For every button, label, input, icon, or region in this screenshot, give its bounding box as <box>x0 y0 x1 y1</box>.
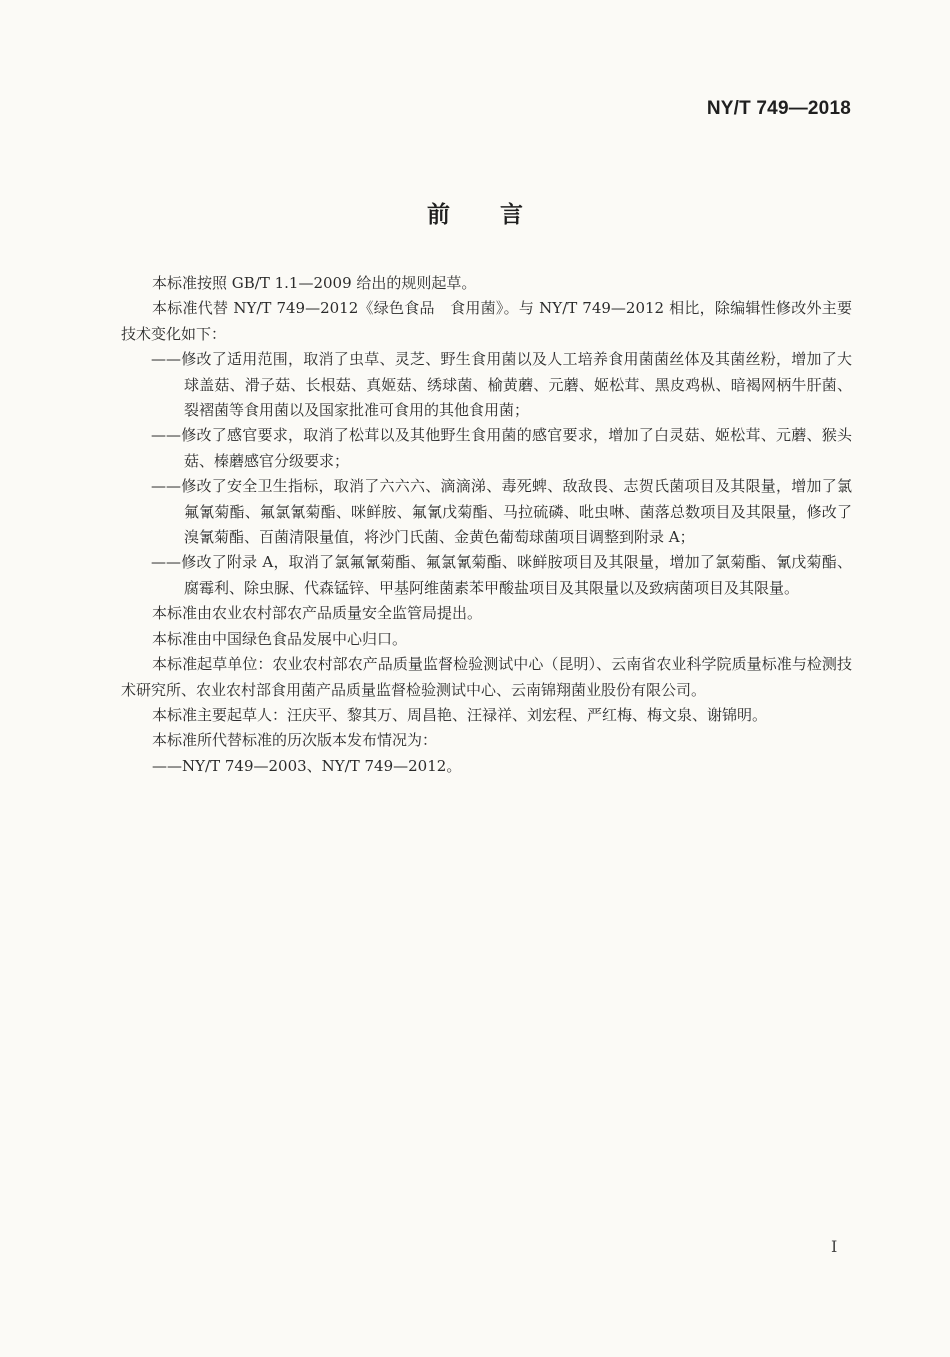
paragraph-replacement: 本标准代替 NY/T 749—2012《绿色食品 食用菌》。与 NY/T 749—2012 相比，除编辑性修改外主要技术变化如下： <box>121 299 852 343</box>
dash-mark: —— <box>151 553 181 572</box>
title-char-2: 言 <box>500 202 523 228</box>
list-item-text: 修改了安全卫生指标，取消了六六六、滴滴涕、毒死蜱、敌敌畏、志贺氏菌项目及其限量，增加了氯氟氰菊酯、氟氯氰菊酯、咪鲜胺、氟氰戊菊酯、马拉硫磷、吡虫啉、菌落总数项目及其限量，修改了溴氰菊酯、百菌清限量值，将沙门氏菌、金黄色葡萄球菌项目调整到附录 A； <box>181 477 852 547</box>
paragraph-proposer: 本标准由农业农村部农产品质量安全监管局提出。 <box>152 604 483 623</box>
list-item <box>121 474 852 550</box>
title-char-1: 前 <box>427 202 450 228</box>
history-item <box>121 754 852 779</box>
dash-mark: —— <box>152 756 182 775</box>
list-item <box>121 347 852 423</box>
page-number: I <box>831 1237 838 1256</box>
foreword-body <box>121 271 852 779</box>
page-title <box>0 196 950 229</box>
list-item <box>121 423 852 474</box>
paragraph-history-intro: 本标准所代替标准的历次版本发布情况为： <box>152 731 438 750</box>
paragraph-drafters: 本标准主要起草人：汪庆平、黎其万、周昌艳、汪禄祥、刘宏程、严红梅、梅文泉、谢锦明。 <box>152 705 768 724</box>
history-text: NY/T 749—2003、NY/T 749—2012。 <box>182 756 462 775</box>
list-item-text: 修改了附录 A，取消了氯氟氰菊酯、氟氯氰菊酯、咪鲜胺项目及其限量，增加了氯菊酯、氰戊菊酯、腐霉利、除虫脲、代森锰锌、甲基阿维菌素苯甲酸盐项目及其限量以及致病菌项目及其限量。 <box>181 553 852 597</box>
dash-mark: —— <box>151 477 181 496</box>
list-item <box>121 550 852 601</box>
paragraph-drafting-units: 本标准起草单位：农业农村部农产品质量监督检验测试中心（昆明）、云南省农业科学院质量标准与检测技术研究所、农业农村部食用菌产品质量监督检验测试中心、云南锦翔菌业股份有限公司。 <box>121 655 852 699</box>
list-item-text: 修改了适用范围，取消了虫草、灵芝、野生食用菌以及人工培养食用菌菌丝体及其菌丝粉，增加了大球盖菇、滑子菇、长根菇、真姬菇、绣球菌、榆黄蘑、元蘑、姬松茸、黑皮鸡枞、暗褐网柄牛肝菌、裂褶菌等食用菌以及国家批准可食用的其他食用菌； <box>181 350 852 420</box>
dash-mark: —— <box>151 426 181 445</box>
paragraph-administrator: 本标准由中国绿色食品发展中心归口。 <box>152 629 408 648</box>
paragraph-drafting-rules: 本标准按照 GB/T 1.1—2009 给出的规则起草。 <box>152 274 477 292</box>
dash-mark: —— <box>151 350 181 369</box>
list-item-text: 修改了感官要求，取消了松茸以及其他野生食用菌的感官要求，增加了白灵菇、姬松茸、元蘑、猴头菇、榛蘑感官分级要求； <box>181 426 852 470</box>
standard-code: NY/T 749—2018 <box>706 98 851 119</box>
